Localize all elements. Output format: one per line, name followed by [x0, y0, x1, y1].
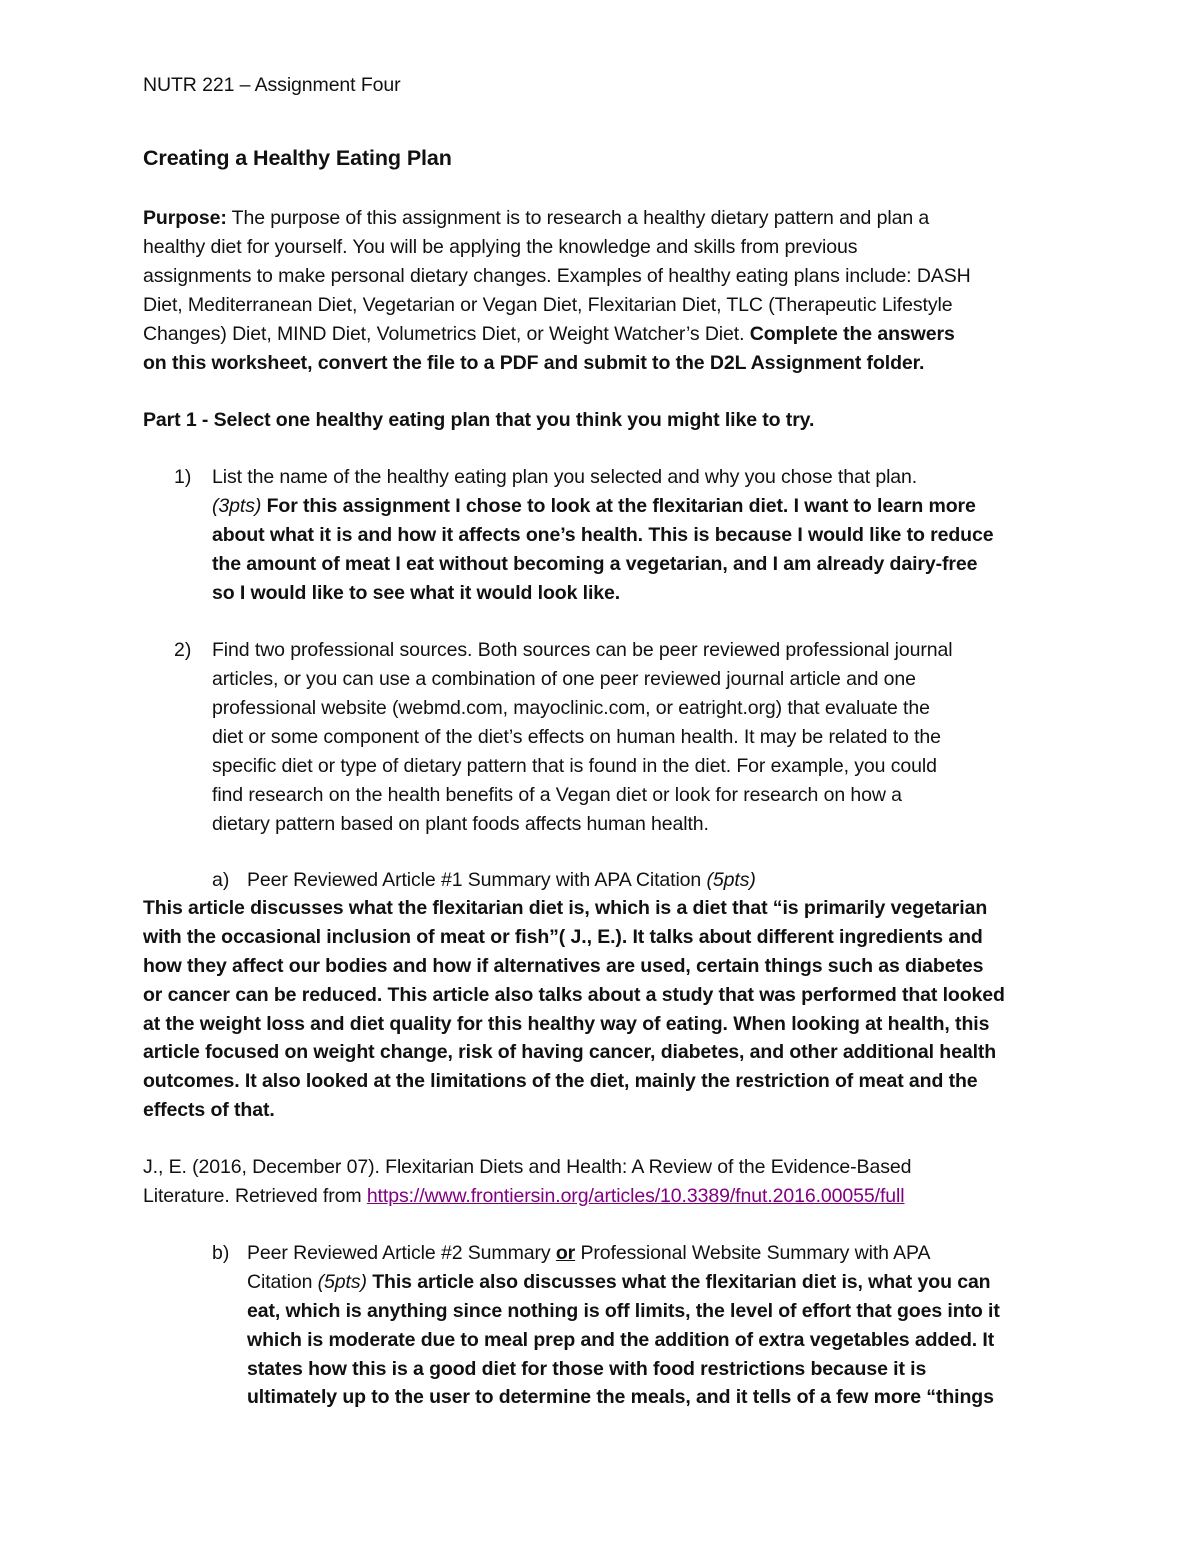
q2-number: 2) — [174, 639, 192, 661]
qb-prompt-line-1: Peer Reviewed Article #2 Summary or Professional Website Summary with APA — [247, 1242, 931, 1264]
purpose-line-4: Diet, Mediterranean Diet, Vegetarian or Vegan Diet, Flexitarian Diet, TLC (Therapeutic Lifestyle — [143, 294, 953, 316]
qb-marker: b) — [212, 1242, 230, 1264]
qa-marker: a) — [212, 869, 230, 891]
course-header: NUTR 221 – Assignment Four — [143, 74, 401, 96]
q1-answer-line-1: (3pts) For this assignment I chose to look at the flexitarian diet. I want to learn more — [212, 495, 976, 517]
qb-answer-line-4: ultimately up to the user to determine the meals, and it tells of a few more “things — [247, 1386, 994, 1408]
qa-answer-line-8: effects of that. — [143, 1099, 275, 1121]
q1-number: 1) — [174, 466, 192, 488]
citation-line-1: J., E. (2016, December 07). Flexitarian Diets and Health: A Review of the Evidence-Based — [143, 1156, 912, 1178]
q1-answer-line-3: the amount of meat I eat without becoming a vegetarian, and I am already dairy-free — [212, 553, 978, 575]
qb-answer-line-1: eat, which is anything since nothing is off limits, the level of effort that goes into it — [247, 1300, 1000, 1322]
qb-points: (5pts) — [317, 1271, 367, 1293]
citation-line-2: Literature. Retrieved from https://www.frontiersin.org/articles/10.3389/fnut.2016.00055/full — [143, 1185, 905, 1207]
q1-prompt: List the name of the healthy eating plan you selected and why you chose that plan. — [212, 466, 918, 488]
q1-answer-line-2: about what it is and how it affects one’s health. This is because I would like to reduce — [212, 524, 994, 546]
qa-answer-line-5: at the weight loss and diet quality for this healthy way of eating. When looking at health, this — [143, 1013, 990, 1035]
purpose-line-6: on this worksheet, convert the file to a PDF and submit to the D2L Assignment folder. — [143, 352, 925, 374]
qa-answer-line-6: article focused on weight change, risk of having cancer, diabetes, and other additional health — [143, 1041, 997, 1063]
q2-line-3: professional website (webmd.com, mayoclinic.com, or eatright.org) that evaluate the — [212, 697, 930, 719]
q2-line-5: specific diet or type of dietary pattern that is found in the diet. For example, you could — [212, 755, 937, 777]
part1-heading: Part 1 - Select one healthy eating plan that you think you might like to try. — [143, 409, 815, 431]
purpose-line-2: healthy diet for yourself. You will be applying the knowledge and skills from previous — [143, 236, 858, 258]
citation-link[interactable]: https://www.frontiersin.org/articles/10.3389/fnut.2016.00055/full — [366, 1185, 905, 1207]
qb-prompt-line-2: Citation (5pts) This article also discusses what the flexitarian diet is, what you can — [247, 1271, 991, 1293]
qa-answer-line-4: or cancer can be reduced. This article also talks about a study that was performed that looked — [143, 984, 1005, 1006]
q2-line-4: diet or some component of the diet’s effects on human health. It may be related to the — [212, 726, 941, 748]
q2-line-7: dietary pattern based on plant foods affects human health. — [212, 813, 709, 835]
qa-answer-line-3: how they affect our bodies and how if alternatives are used, certain things such as diabetes — [143, 955, 984, 977]
q1-answer-line-4: so I would like to see what it would look like. — [212, 582, 621, 604]
purpose-line-5: Changes) Diet, MIND Diet, Volumetrics Diet, or Weight Watcher’s Diet. Complete the answers — [143, 323, 955, 345]
q1-points: (3pts) — [212, 495, 262, 517]
qb-or-emphasis: or — [555, 1242, 576, 1264]
q2-line-2: articles, or you can use a combination of one peer reviewed journal article and one — [212, 668, 916, 690]
purpose-line-3: assignments to make personal dietary changes. Examples of healthy eating plans include: DASH — [143, 265, 971, 287]
purpose-label: Purpose: — [143, 207, 227, 229]
qb-answer-line-3: states how this is a good diet for those with food restrictions because it is — [247, 1358, 927, 1380]
qa-points: (5pts) — [706, 869, 756, 891]
qa-answer-line-1: This article discusses what the flexitarian diet is, which is a diet that “is primarily vegetarian — [143, 897, 988, 919]
page-title: Creating a Healthy Eating Plan — [143, 146, 452, 170]
purpose-line-1: Purpose: The purpose of this assignment is to research a healthy dietary pattern and plan a — [143, 207, 930, 229]
q2-line-6: find research on the health benefits of a Vegan diet or look for research on how a — [212, 784, 902, 806]
qa-answer-line-2: with the occasional inclusion of meat or fish”( J., E.). It talks about different ingredients and — [143, 926, 983, 948]
qa-answer-line-7: outcomes. It also looked at the limitations of the diet, mainly the restriction of meat and the — [143, 1070, 978, 1092]
q2-line-1: Find two professional sources. Both sources can be peer reviewed professional journal — [212, 639, 953, 661]
qb-answer-line-2: which is moderate due to meal prep and the addition of extra vegetables added. It — [247, 1329, 995, 1351]
qa-prompt: Peer Reviewed Article #1 Summary with APA Citation (5pts) — [247, 869, 756, 891]
